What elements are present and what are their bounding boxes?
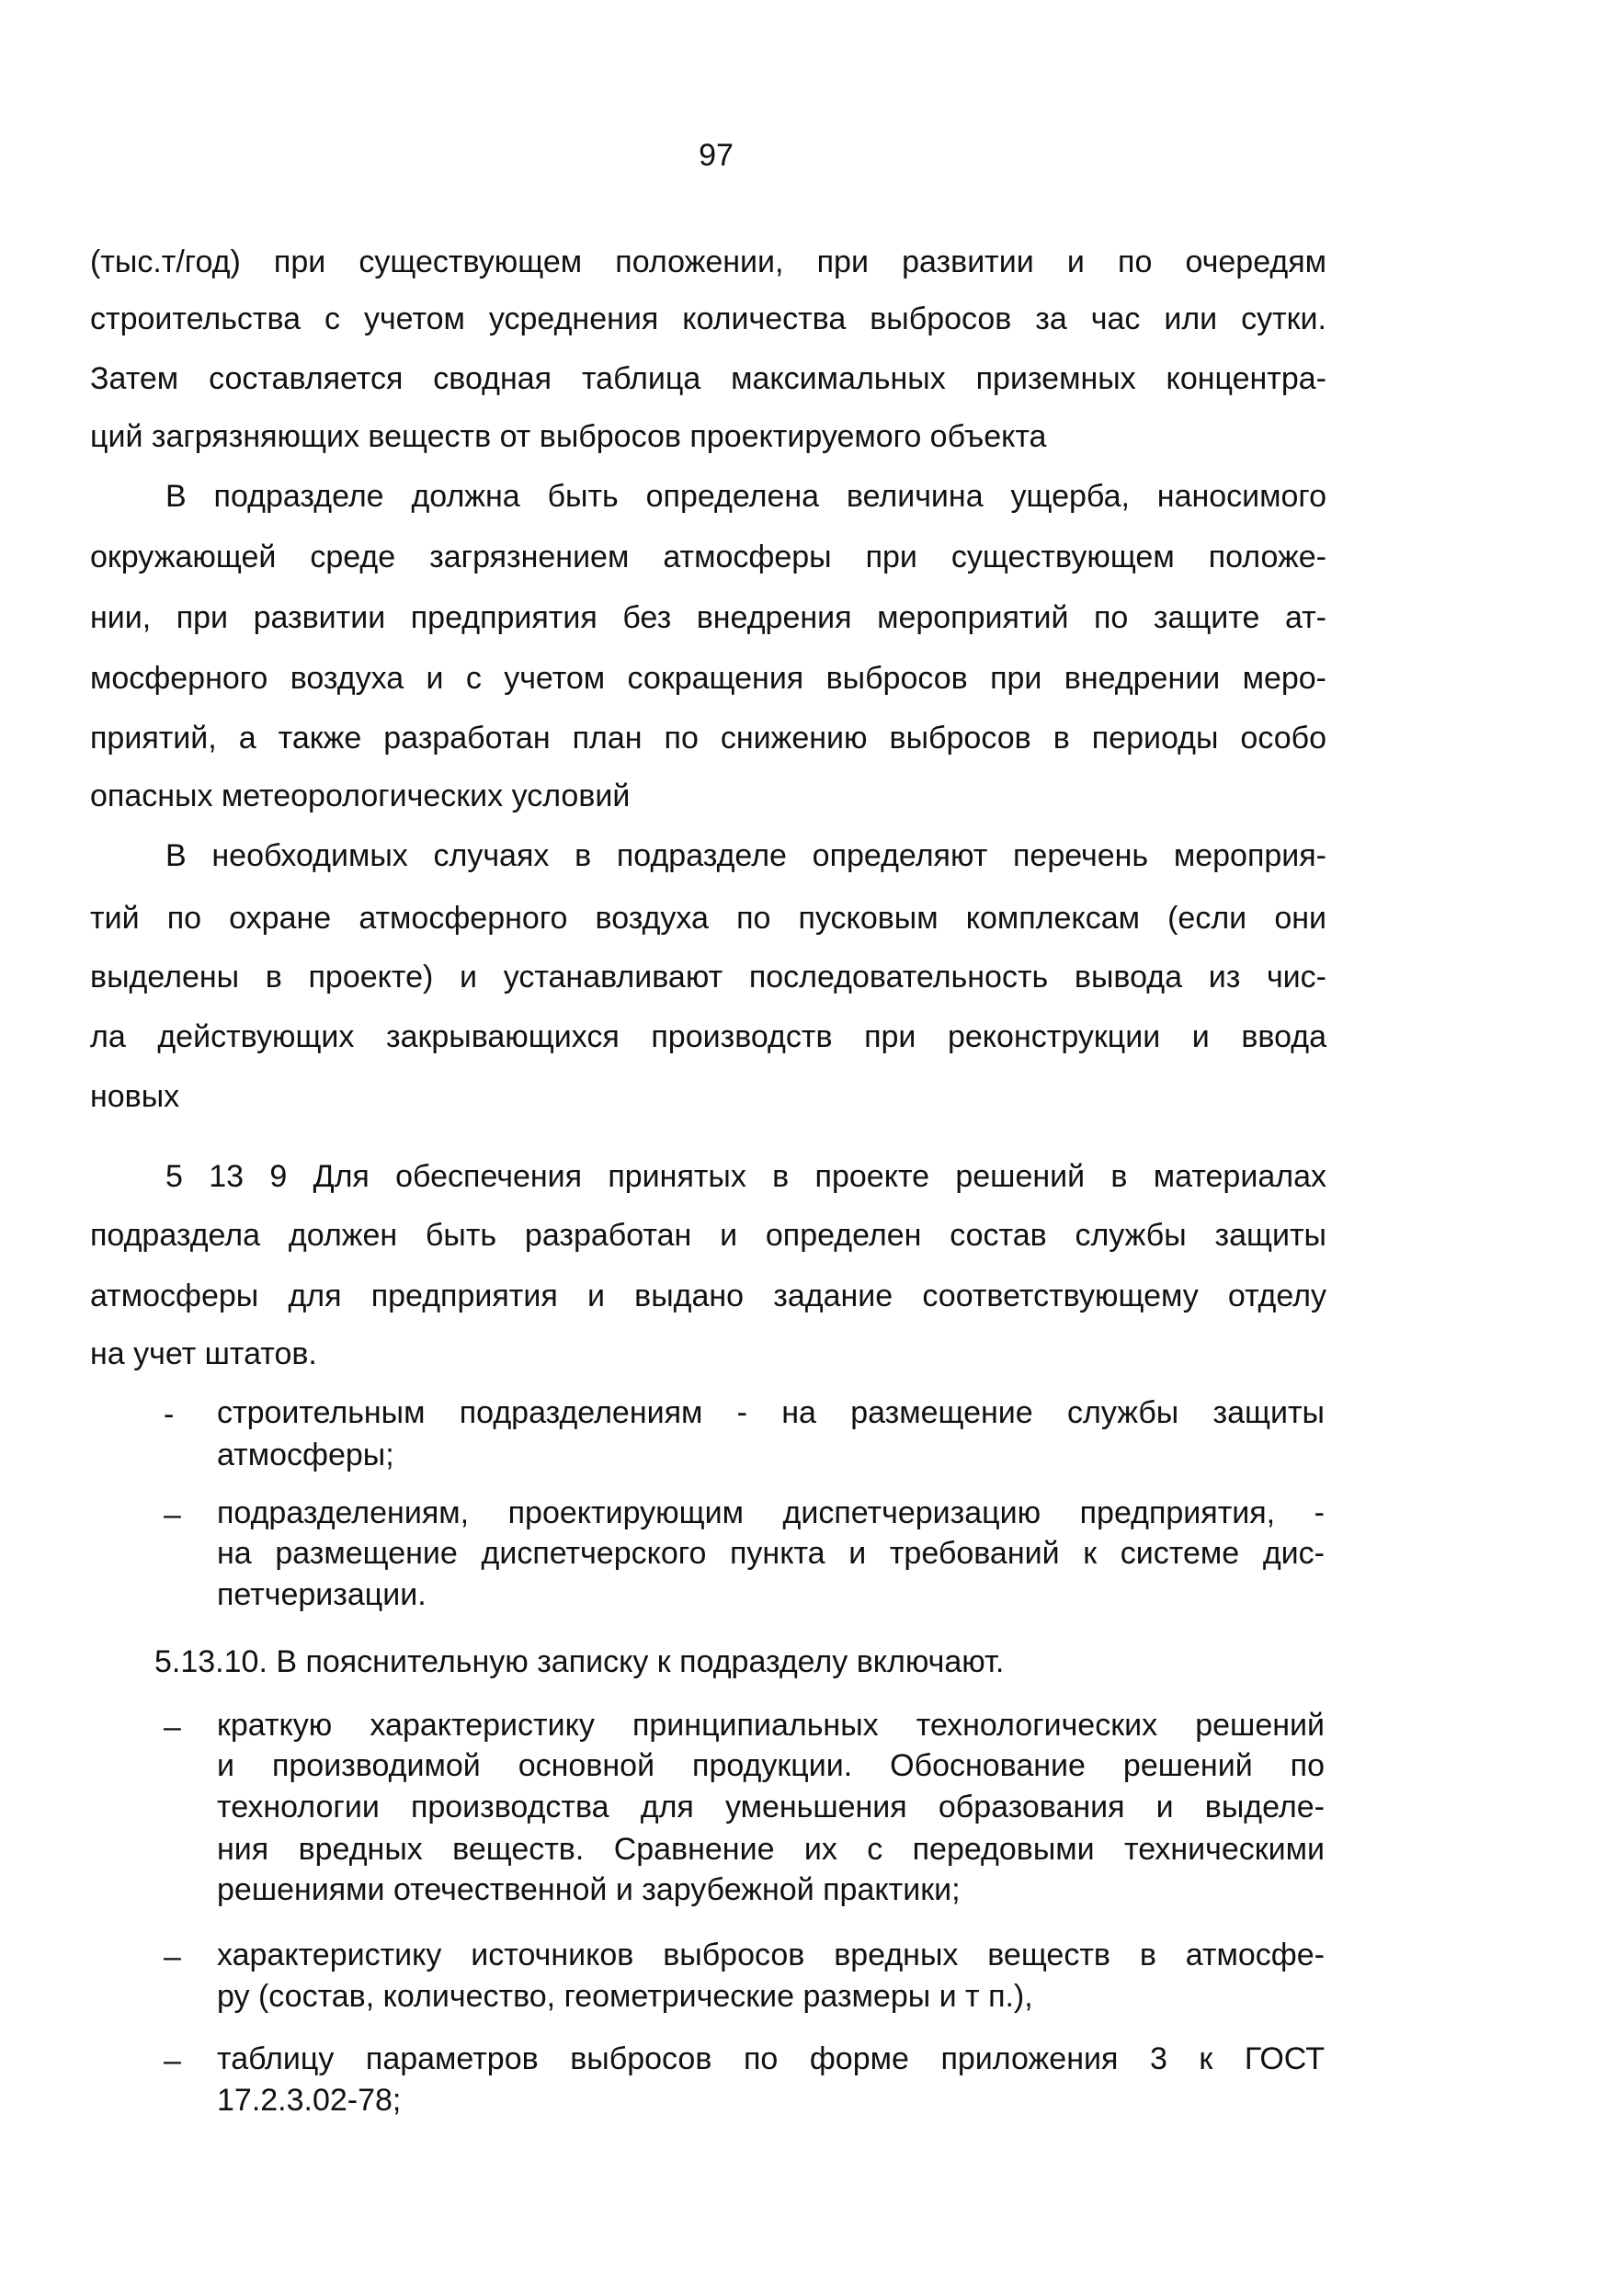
list-item-line: характеристику источников выбросов вредных веществ в атмосфе- (217, 1938, 1325, 1972)
paragraph-line: тий по охране атмосферного воздуха по пусковым комплексам (если они (90, 901, 1326, 936)
paragraph-line: Затем составляется сводная таблица максимальных приземных концентра- (90, 361, 1326, 396)
list-item-line: краткую характеристику принципиальных технологических решений (217, 1708, 1325, 1743)
list-item-line: 17.2.3.02-78; (217, 2083, 402, 2118)
paragraph-line: мосферного воздуха и с учетом сокращения выбросов при внедрении меро- (90, 661, 1326, 696)
list-item-line: петчеризации. (217, 1577, 427, 1612)
section-heading: 5.13.10. В пояснительную записку к подразделу включают. (154, 1644, 1005, 1679)
paragraph-line: В необходимых случаях в подразделе определяют перечень мероприя- (165, 838, 1326, 873)
paragraph-line: окружающей среде загрязнением атмосферы при существующем положе- (90, 540, 1326, 574)
list-dash: – (164, 2043, 181, 2078)
list-dash: – (164, 1710, 181, 1745)
list-dash: – (164, 1497, 181, 1532)
list-item-line: ру (состав, количество, геометрические размеры и т п.), (217, 1979, 1033, 2014)
paragraph-line: новых (90, 1079, 180, 1114)
list-item-line: на размещение диспетчерского пункта и требований к системе дис- (217, 1536, 1325, 1571)
paragraph-line: В подразделе должна быть определена величина ущерба, наносимого (165, 479, 1326, 514)
list-dash: - (164, 1397, 175, 1432)
paragraph-line: строительства с учетом усреднения количества выбросов за час или сутки. (90, 301, 1326, 336)
paragraph-line: приятий, а также разработан план по снижению выбросов в периоды особо (90, 721, 1326, 756)
list-item-line: строительным подразделениям - на размещение службы защиты (217, 1395, 1325, 1430)
list-item-line: решениями отечественной и зарубежной практики; (217, 1872, 961, 1907)
paragraph-line: 5 13 9 Для обеспечения принятых в проекте решений в материалах (165, 1159, 1326, 1194)
paragraph-line: выделены в проекте) и устанавливают последовательность вывода из чис- (90, 960, 1326, 995)
list-item-line: атмосферы; (217, 1438, 394, 1472)
paragraph-line: на учет штатов. (90, 1336, 317, 1371)
paragraph-line: подраздела должен быть разработан и определен состав службы защиты (90, 1218, 1326, 1253)
list-item-line: технологии производства для уменьшения образования и выделе- (217, 1790, 1325, 1824)
paragraph-line: (тыс.т/год) при существующем положении, при развитии и по очередям (90, 244, 1326, 279)
page-number: 97 (699, 138, 734, 173)
list-item-line: подразделениям, проектирующим диспетчеризацию предприятия, - (217, 1495, 1325, 1530)
paragraph-line: ций загрязняющих веществ от выбросов проектируемого объекта (90, 419, 1047, 454)
list-item-line: таблицу параметров выбросов по форме приложения 3 к ГОСТ (217, 2041, 1325, 2076)
paragraph-line: ла действующих закрывающихся производств при реконструкции и ввода (90, 1019, 1326, 1054)
paragraph-line: нии, при развитии предприятия без внедрения мероприятий по защите ат- (90, 600, 1326, 635)
list-item-line: и производимой основной продукции. Обоснование решений по (217, 1748, 1325, 1783)
list-item-line: ния вредных веществ. Сравнение их с передовыми техническими (217, 1832, 1325, 1867)
paragraph-line: опасных метеорологических условий (90, 779, 631, 813)
list-dash: – (164, 1939, 181, 1974)
paragraph-line: атмосферы для предприятия и выдано задание соответствующему отделу (90, 1279, 1326, 1313)
